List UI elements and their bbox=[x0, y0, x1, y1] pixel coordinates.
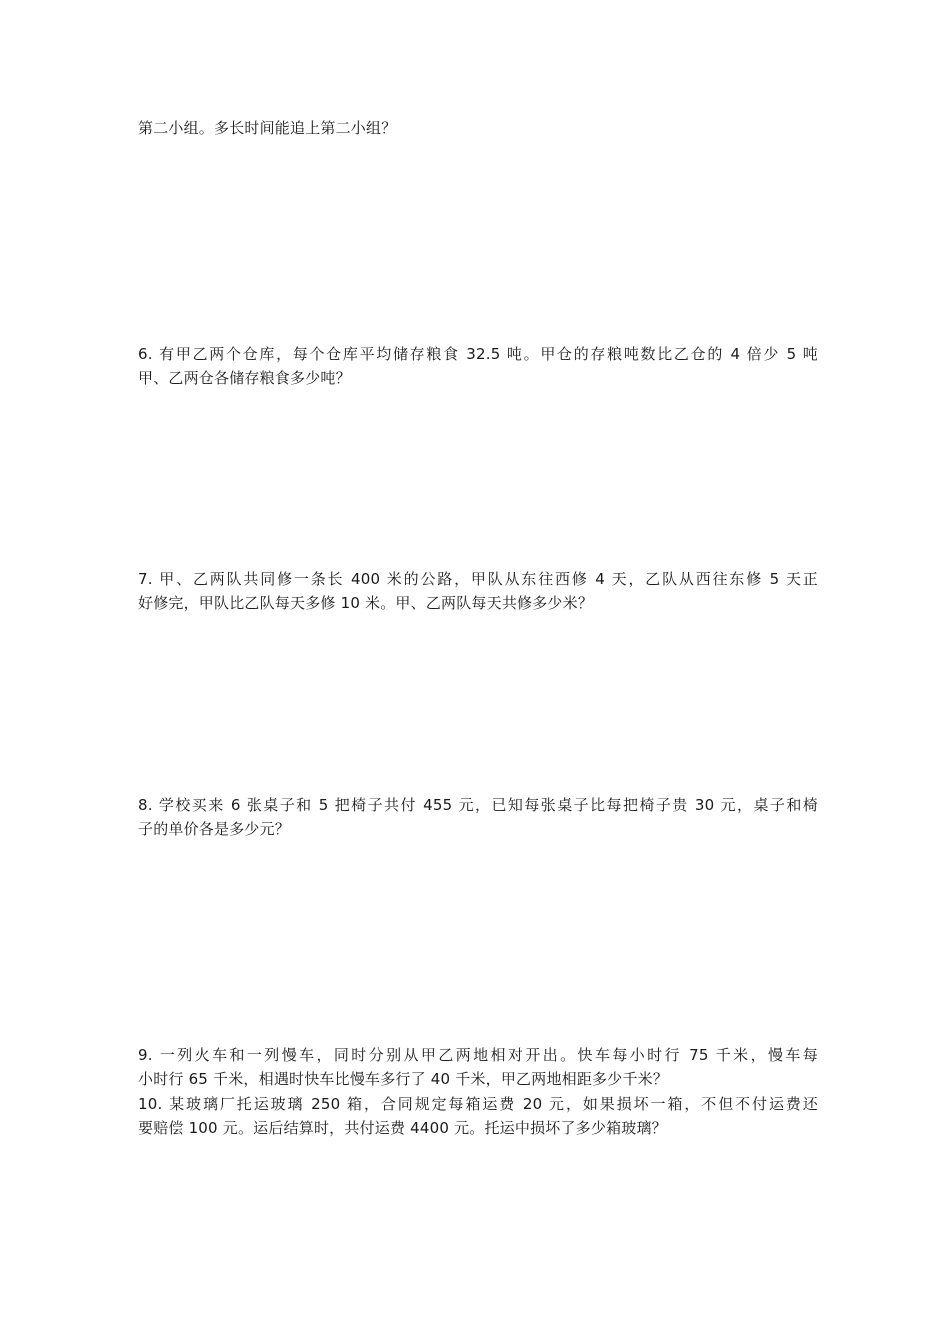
question-7-line-1: 7. 甲、乙两队共同修一条长 400 米的公路，甲队从东往西修 4 天，乙队从西往东修 5 天正 bbox=[138, 570, 818, 588]
question-10-line-1: 10. 某玻璃厂托运玻璃 250 箱，合同规定每箱运费 20 元，如果损坏一箱，不但不付运费还 bbox=[138, 1095, 818, 1113]
question-6-line-1: 6. 有甲乙两个仓库，每个仓库平均储存粮食 32.5 吨。甲仓的存粮吨数比乙仓的 4 倍少 5 吨 bbox=[138, 345, 818, 363]
question-7-line-2: 好修完，甲队比乙队每天多修 10 米。甲、乙两队每天共修多少米？ bbox=[138, 594, 594, 612]
question-6-line-2: 甲、乙两仓各储存粮食多少吨？ bbox=[138, 369, 351, 387]
question-9-line-1: 9. 一列火车和一列慢车，同时分别从甲乙两地相对开出。快车每小时行 75 千米，慢车每 bbox=[138, 1046, 818, 1064]
question-5-continuation: 第二小组。多长时间能追上第二小组？ bbox=[138, 119, 397, 137]
question-8-line-2: 子的单价各是多少元？ bbox=[138, 820, 291, 838]
question-10-line-2: 要赔偿 100 元。运后结算时，共付运费 4400 元。托运中损坏了多少箱玻璃？ bbox=[138, 1119, 667, 1137]
question-8-line-1: 8. 学校买来 6 张桌子和 5 把椅子共付 455 元，已知每张桌子比每把椅子贵 30 元，桌子和椅 bbox=[138, 796, 818, 814]
question-9-line-2: 小时行 65 千米，相遇时快车比慢车多行了 40 千米，甲乙两地相距多少千米？ bbox=[138, 1070, 669, 1088]
